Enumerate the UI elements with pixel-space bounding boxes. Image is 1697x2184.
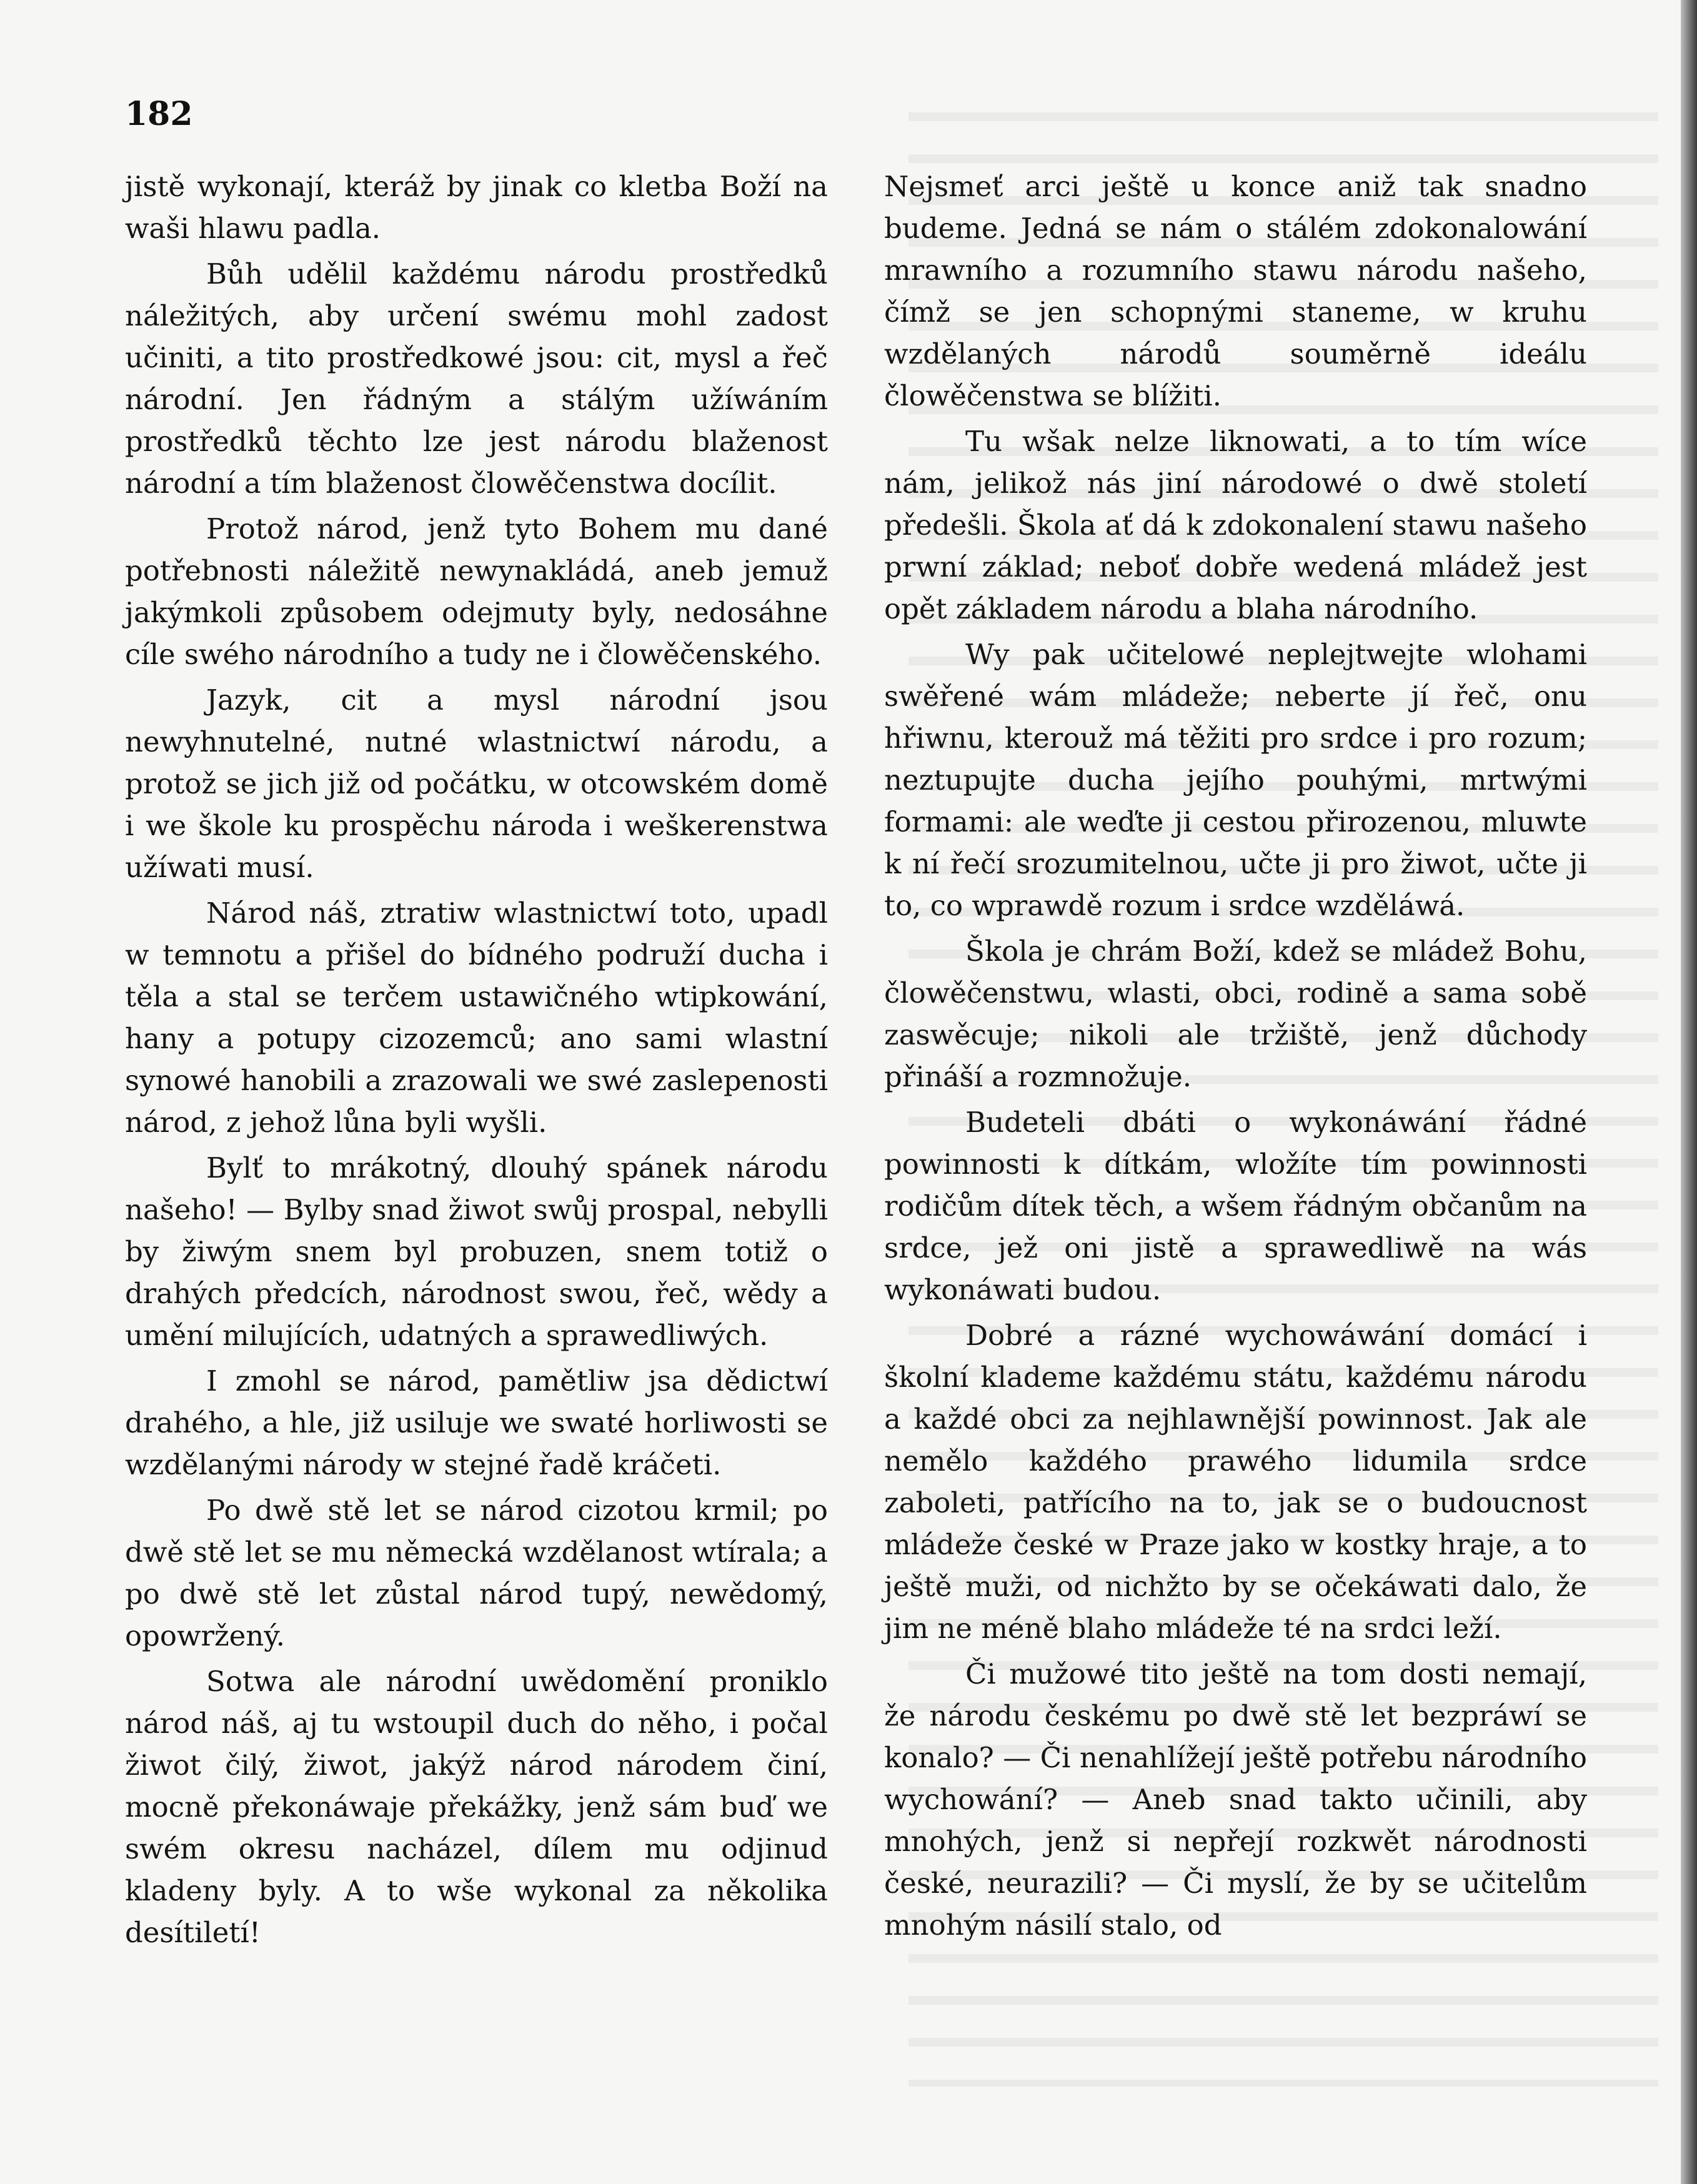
page-edge-shadow xyxy=(1681,0,1697,2184)
paragraph: Jazyk, cit a mysl národní jsou newyhnutelné, nutné wlastnictwí národu, a protož se jich již od počátku, w otcowském domě i we škole ku prospěchu národa i weškerenstwa užíwati musí. xyxy=(125,683,828,884)
paragraph: Bůh udělil každému národu prostředků náležitých, aby určení swému mohl zadost učiniti, a tito prostředkowé jsou: cit, mysl a řeč národní. Jen řádným a stálým užíwáním prostředků těchto lze jest národu blaženost národní a tím blaženost člowěčenstwa docílit. xyxy=(125,257,828,500)
paragraph: Dobré a rázné wychowáwání domácí i školní klademe každému státu, každému národu a každé obci za nejhlawnější powinnost. Jak ale nemělo každého prawého lidumila srdce zaboleti, patřícího na to, jak se o budoucnost mládeže české w Praze jako w kostky hraje, a to ještě muži, od nichžto by se očekáwati dalo, že jim ne méně blaho mládeže té na srdci leží. xyxy=(884,1319,1587,1645)
paragraph: Nejsmeť arci ještě u konce aniž tak snadno budeme. Jedná se nám o stálém zdokonalowání mrawního a rozumního stawu národu našeho, čímž se jen schopnými staneme, w kruhu wzdělaných národů souměrně ideálu člowěčenstwa se blížiti. xyxy=(884,170,1587,412)
paragraph: Sotwa ale národní uwědomění proniklo národ náš, aj tu wstoupil duch do něho, i počal žiwot čilý, žiwot, jakýž národ národem činí, mocně překonáwaje překážky, jenž sám buď we swém okresu nacházel, dílem mu odjinud kladeny byly. A to wše wykonal za několika desítiletí! xyxy=(125,1665,828,1949)
paragraph: Protož národ, jenž tyto Bohem mu dané potřebnosti náležitě newynakládá, aneb jemuž jakýmkoli způsobem odejmuty byly, nedosáhne cíle swého národního a tudy ne i člowěčenského. xyxy=(125,512,828,671)
page-number: 182 xyxy=(125,95,193,133)
paragraph: Či mužowé tito ještě na tom dosti nemají, že národu českému po dwě stě let bezpráwí se konalo? — Či nenahlížejí ještě potřebu národního wychowání? — Aneb snad takto učinili, aby mnohých, jenž si nepřejí rozkwět národnosti české, neurazili? — Či myslí, že by se učitelům mnohým násilí stalo, od xyxy=(884,1657,1587,1942)
paragraph: I zmohl se národ, pamětliw jsa dědictwí drahého, a hle, již usiluje we swaté horliwosti se wzdělanými národy w stejné řadě kráčeti. xyxy=(125,1364,828,1481)
paragraph: jistě wykonají, kteráž by jinak co kletba Boží na waši hlawu padla. xyxy=(125,170,828,245)
paragraph: Škola je chrám Boží, kdež se mládež Bohu, člowěčenstwu, wlasti, obci, rodině a sama sobě zaswěcuje; nikoli ale tržiště, jenž důchody přináší a rozmnožuje. xyxy=(884,935,1587,1093)
right-text-column xyxy=(884,166,1587,1946)
paragraph: Wy pak učitelowé neplejtwejte wlohami swěřené wám mládeže; neberte jí řeč, onu hřiwnu, kterouž má těžiti pro srdce i pro rozum; neztupujte ducha jejího pouhými, mrtwými formami: ale weďte ji cestou přirozenou, mluwte k ní řečí srozumitelnou, učte ji pro žiwot, učte ji to, co wprawdě rozum i srdce wzděláwá. xyxy=(884,638,1587,922)
paragraph: Po dwě stě let se národ cizotou krmil; po dwě stě let se mu německá wzdělanost wtírala; a po dwě stě let zůstal národ tupý, newědomý, opowržený. xyxy=(125,1494,828,1652)
paragraph: Budeteli dbáti o wykonáwání řádné powinnosti k dítkám, wložíte tím powinnosti rodičům dítek těch, a wšem řádným občanům na srdce, jež oni jistě a sprawedliwě na wás wykonáwati budou. xyxy=(884,1106,1587,1306)
paragraph: Národ náš, ztratiw wlastnictwí toto, upadl w temnotu a přišel do bídného podruží ducha i těla a stal se terčem ustawičného wtipkowání, hany a potupy cizozemců; ano sami wlastní synowé hanobili a zrazowali we swé zaslepenosti národ, z jehož lůna byli wyšli. xyxy=(125,896,828,1139)
paragraph: Tu wšak nelze liknowati, a to tím wíce nám, jelikož nás jiní národowé o dwě století předešli. Škola ať dá k zdokonalení stawu našeho prwní základ; neboť dobře wedená mládež jest opět základem národu a blaha národního. xyxy=(884,425,1587,625)
left-text-column xyxy=(125,166,828,1953)
paragraph: Bylť to mrákotný, dlouhý spánek národu našeho! — Bylby snad žiwot swůj prospal, nebylli by žiwým snem byl probuzen, snem totiž o drahých předcích, národnost swou, řeč, wědy a umění milujících, udatných a sprawedliwých. xyxy=(125,1151,828,1352)
